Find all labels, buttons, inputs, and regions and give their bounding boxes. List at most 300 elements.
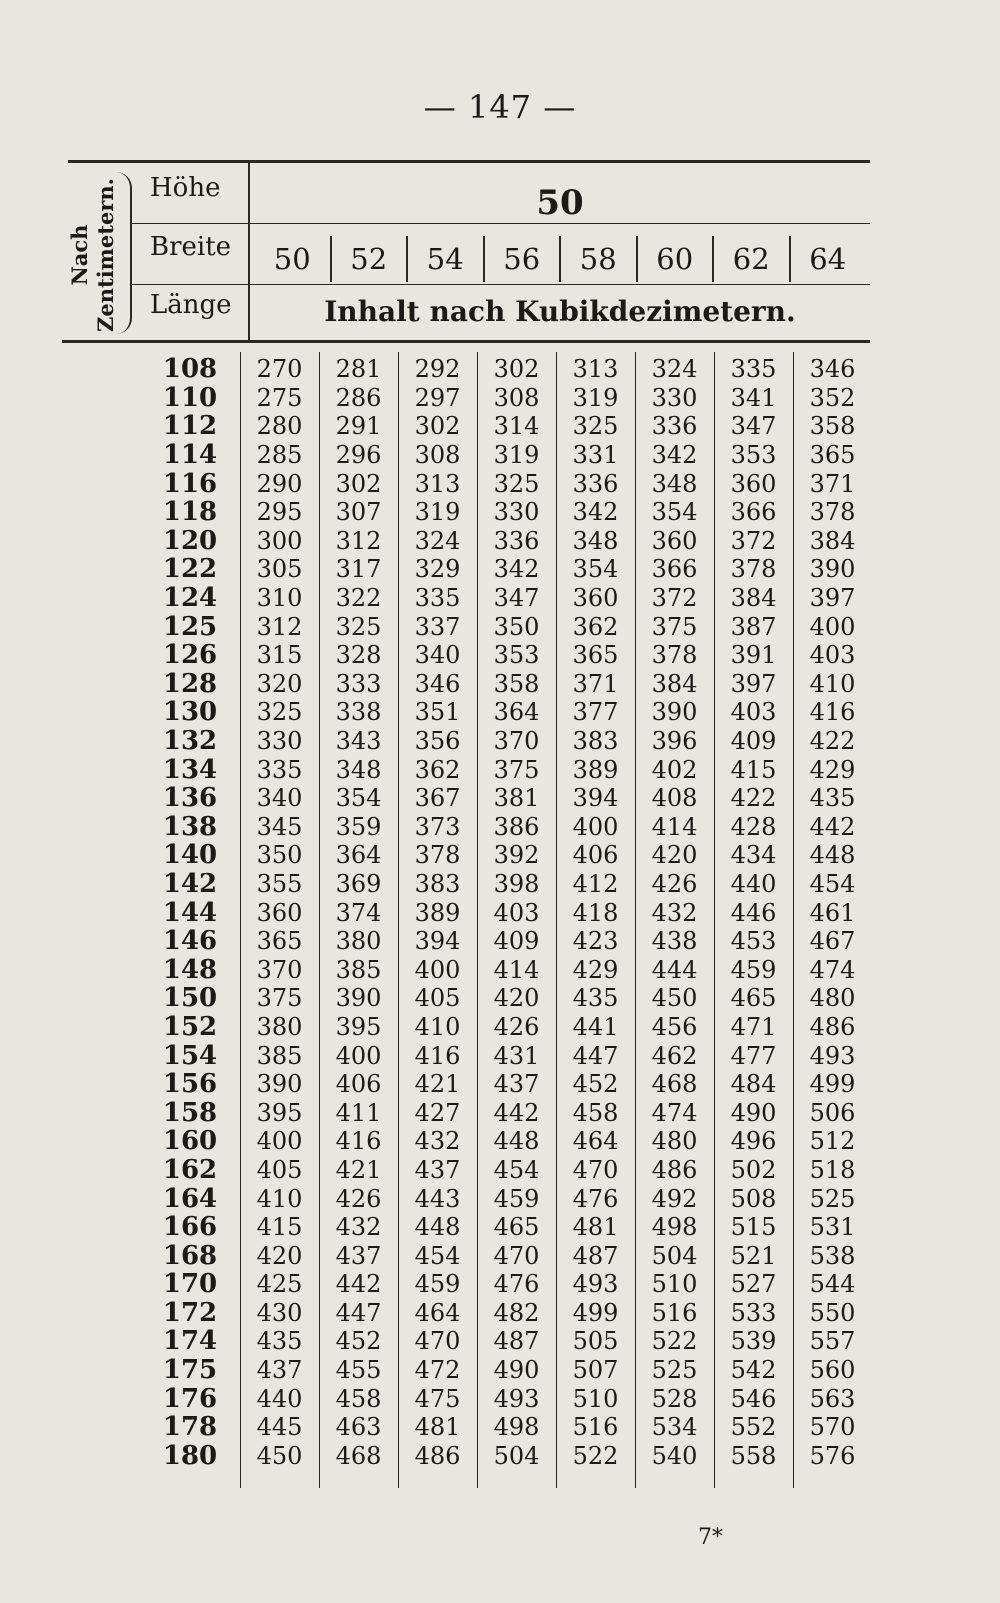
volume-cell: 459 (493, 1184, 540, 1213)
laenge-cell: 146 (162, 926, 218, 957)
table-row (140, 698, 872, 727)
volume-cell: 467 (809, 927, 856, 956)
volume-cell: 325 (256, 698, 303, 727)
volume-cell: 402 (651, 755, 698, 784)
volume-cell: 270 (256, 355, 303, 384)
volume-cell: 390 (809, 555, 856, 584)
volume-cell: 454 (809, 869, 856, 898)
laenge-cell: 128 (162, 668, 218, 699)
volume-cell: 452 (572, 1070, 619, 1099)
volume-cell: 395 (256, 1098, 303, 1127)
volume-cell: 403 (730, 698, 777, 727)
laenge-cell: 168 (162, 1240, 218, 1271)
signature-mark: 7* (698, 1525, 723, 1550)
volume-cell: 325 (335, 612, 382, 641)
breite-value: 60 (636, 236, 713, 282)
volume-cell: 335 (730, 355, 777, 384)
volume-cell: 437 (414, 1155, 461, 1184)
volume-cell: 510 (651, 1270, 698, 1299)
volume-cell: 502 (730, 1155, 777, 1184)
volume-cell: 515 (730, 1213, 777, 1242)
volume-cell: 437 (256, 1356, 303, 1385)
volume-cell: 458 (335, 1384, 382, 1413)
volume-cell: 341 (730, 383, 777, 412)
volume-cell: 463 (335, 1413, 382, 1442)
volume-cell: 360 (730, 469, 777, 498)
volume-cell: 423 (572, 927, 619, 956)
laenge-cell: 110 (162, 382, 218, 413)
volume-cell: 378 (651, 641, 698, 670)
volume-cell: 325 (572, 412, 619, 441)
volume-cell: 508 (730, 1184, 777, 1213)
volume-cell: 346 (809, 355, 856, 384)
volume-cell: 383 (572, 727, 619, 756)
volume-cell: 371 (572, 669, 619, 698)
volume-cell: 540 (651, 1441, 698, 1470)
volume-cell: 390 (651, 698, 698, 727)
volume-cell: 369 (335, 869, 382, 898)
laenge-cell: 162 (162, 1154, 218, 1185)
volume-cell: 421 (414, 1070, 461, 1099)
side-label-line: Zentimetern. (93, 178, 118, 332)
breite-value: 54 (406, 236, 483, 282)
table-row (140, 555, 872, 584)
volume-cell: 512 (809, 1127, 856, 1156)
laenge-cell: 142 (162, 868, 218, 899)
laenge-cell: 122 (162, 554, 218, 585)
table-row (140, 469, 872, 498)
volume-cell: 336 (572, 469, 619, 498)
table-row (140, 1127, 872, 1156)
volume-cell: 464 (414, 1298, 461, 1327)
volume-cell: 405 (414, 984, 461, 1013)
volume-cell: 384 (651, 669, 698, 698)
volume-cell: 354 (335, 784, 382, 813)
page-number: — 147 — (423, 88, 577, 126)
table-row (140, 1070, 872, 1099)
volume-cell: 348 (651, 469, 698, 498)
table-row (140, 584, 872, 613)
volume-cell: 576 (809, 1441, 856, 1470)
volume-cell: 429 (572, 955, 619, 984)
breite-label: Breite (150, 232, 232, 262)
volume-cell: 539 (730, 1327, 777, 1356)
volume-cell: 310 (256, 584, 303, 613)
table-row (140, 498, 872, 527)
volume-cell: 484 (730, 1070, 777, 1099)
laenge-cell: 170 (162, 1269, 218, 1300)
volume-cell: 416 (335, 1127, 382, 1156)
volume-cell: 302 (414, 412, 461, 441)
volume-cell: 465 (493, 1213, 540, 1242)
volume-cell: 342 (493, 555, 540, 584)
volume-cell: 313 (414, 469, 461, 498)
volume-cell: 487 (493, 1327, 540, 1356)
volume-cell: 358 (809, 412, 856, 441)
volume-cell: 312 (256, 612, 303, 641)
volume-cell: 442 (809, 812, 856, 841)
volume-cell: 446 (730, 898, 777, 927)
volume-cell: 290 (256, 469, 303, 498)
table-row (140, 1327, 872, 1356)
volume-cell: 398 (493, 869, 540, 898)
volume-cell: 392 (493, 841, 540, 870)
volume-cell: 481 (572, 1213, 619, 1242)
table-row (140, 670, 872, 699)
volume-cell: 550 (809, 1298, 856, 1327)
table-row (140, 1241, 872, 1270)
volume-cell: 468 (651, 1070, 698, 1099)
breite-value: 52 (330, 236, 407, 282)
volume-cell: 420 (651, 841, 698, 870)
volume-cell: 385 (256, 1041, 303, 1070)
volume-cell: 371 (809, 469, 856, 498)
volume-cell: 372 (730, 526, 777, 555)
volume-cell: 448 (414, 1213, 461, 1242)
volume-cell: 359 (335, 812, 382, 841)
inhalt-caption: Inhalt nach Kubikdezimetern. (324, 295, 796, 328)
volume-cell: 516 (572, 1413, 619, 1442)
laenge-cell: 176 (162, 1383, 218, 1414)
volume-cell: 367 (414, 784, 461, 813)
volume-cell: 410 (256, 1184, 303, 1213)
volume-cell: 410 (414, 1012, 461, 1041)
volume-cell: 480 (651, 1127, 698, 1156)
laenge-cell: 134 (162, 754, 218, 785)
volume-cell: 380 (335, 927, 382, 956)
volume-cell: 342 (572, 498, 619, 527)
volume-cell: 480 (809, 984, 856, 1013)
volume-cell: 427 (414, 1098, 461, 1127)
table-row (140, 813, 872, 842)
volume-cell: 331 (572, 441, 619, 470)
table-row (140, 1356, 872, 1385)
volume-cell: 410 (809, 669, 856, 698)
volume-cell: 447 (335, 1298, 382, 1327)
volume-cell: 458 (572, 1098, 619, 1127)
volume-cell: 525 (651, 1356, 698, 1385)
volume-cell: 358 (493, 669, 540, 698)
table-row (140, 1098, 872, 1127)
volume-cell: 415 (730, 755, 777, 784)
volume-cell: 538 (809, 1241, 856, 1270)
volume-cell: 504 (651, 1241, 698, 1270)
volume-cell: 336 (651, 412, 698, 441)
volume-cell: 360 (256, 898, 303, 927)
volume-cell: 340 (256, 784, 303, 813)
volume-cell: 459 (414, 1270, 461, 1299)
volume-cell: 319 (493, 441, 540, 470)
volume-cell: 342 (651, 441, 698, 470)
volume-cell: 471 (730, 1012, 777, 1041)
volume-cell: 330 (651, 383, 698, 412)
volume-cell: 527 (730, 1270, 777, 1299)
laenge-cell: 126 (162, 640, 218, 671)
volume-cell: 324 (414, 526, 461, 555)
volume-cell: 477 (730, 1041, 777, 1070)
breite-value: 64 (789, 236, 866, 282)
volume-cell: 490 (493, 1356, 540, 1385)
volume-cell: 510 (572, 1384, 619, 1413)
volume-cell: 322 (335, 584, 382, 613)
volume-cell: 465 (730, 984, 777, 1013)
volume-cell: 406 (572, 841, 619, 870)
volume-cell: 296 (335, 441, 382, 470)
laenge-cell: 112 (162, 411, 218, 442)
volume-cell: 435 (572, 984, 619, 1013)
volume-cell: 438 (651, 927, 698, 956)
volume-cell: 454 (493, 1155, 540, 1184)
volume-cell: 525 (809, 1184, 856, 1213)
volume-cell: 461 (809, 898, 856, 927)
table-row (140, 1299, 872, 1328)
volume-cell: 295 (256, 498, 303, 527)
volume-cell: 476 (572, 1184, 619, 1213)
volume-cell: 330 (493, 498, 540, 527)
volume-cell: 373 (414, 812, 461, 841)
volume-cell: 437 (493, 1070, 540, 1099)
volume-cell: 443 (414, 1184, 461, 1213)
volume-cell: 317 (335, 555, 382, 584)
volume-cell: 362 (414, 755, 461, 784)
volume-cell: 297 (414, 383, 461, 412)
volume-cell: 336 (493, 526, 540, 555)
volume-cell: 468 (335, 1441, 382, 1470)
header-bottom-rule (62, 340, 870, 343)
volume-cell: 474 (651, 1098, 698, 1127)
volume-cell: 291 (335, 412, 382, 441)
table-row (140, 927, 872, 956)
volume-cell: 285 (256, 441, 303, 470)
volume-cell: 390 (335, 984, 382, 1013)
volume-cell: 486 (809, 1012, 856, 1041)
table-row (140, 898, 872, 927)
volume-cell: 400 (414, 955, 461, 984)
volume-cell: 360 (651, 526, 698, 555)
curly-brace-icon (116, 172, 132, 334)
volume-cell: 396 (651, 727, 698, 756)
volume-cell: 325 (493, 469, 540, 498)
volume-cell: 384 (809, 526, 856, 555)
volume-cell: 498 (651, 1213, 698, 1242)
volume-cell: 324 (651, 355, 698, 384)
laenge-cell: 140 (162, 840, 218, 871)
volume-cell: 400 (335, 1041, 382, 1070)
table-row (140, 612, 872, 641)
volume-cell: 314 (493, 412, 540, 441)
volume-cell: 444 (651, 955, 698, 984)
volume-cell: 335 (256, 755, 303, 784)
laenge-cell: 150 (162, 983, 218, 1014)
laenge-cell: 116 (162, 468, 218, 499)
table-row (140, 1156, 872, 1185)
volume-cell: 435 (256, 1327, 303, 1356)
volume-cell: 490 (730, 1098, 777, 1127)
hoehe-label: Höhe (150, 173, 221, 203)
laenge-cell: 158 (162, 1097, 218, 1128)
volume-cell: 431 (493, 1041, 540, 1070)
table-row (140, 1013, 872, 1042)
table-row (140, 1413, 872, 1442)
volume-cell: 452 (335, 1327, 382, 1356)
volume-cell: 395 (335, 1012, 382, 1041)
table-row (140, 841, 872, 870)
table-row (140, 1041, 872, 1070)
volume-cell: 487 (572, 1241, 619, 1270)
table-row (140, 384, 872, 413)
volume-cell: 281 (335, 355, 382, 384)
volume-cell: 464 (572, 1127, 619, 1156)
volume-cell: 370 (493, 727, 540, 756)
laenge-cell: 114 (162, 440, 218, 471)
volume-cell: 365 (572, 641, 619, 670)
volume-cell: 462 (651, 1041, 698, 1070)
volume-cell: 319 (414, 498, 461, 527)
volume-cell: 448 (809, 841, 856, 870)
table-row (140, 1384, 872, 1413)
volume-cell: 355 (256, 869, 303, 898)
laenge-cell: 108 (162, 354, 218, 385)
volume-cell: 286 (335, 383, 382, 412)
laenge-label: Länge (150, 290, 232, 320)
volume-cell: 345 (256, 812, 303, 841)
volume-cell: 366 (651, 555, 698, 584)
volume-cell: 544 (809, 1270, 856, 1299)
volume-cell: 394 (572, 784, 619, 813)
volume-cell: 394 (414, 927, 461, 956)
volume-cell: 403 (493, 898, 540, 927)
volume-cell: 347 (493, 584, 540, 613)
breite-value: 58 (559, 236, 636, 282)
volume-cell: 330 (256, 727, 303, 756)
volume-cell: 542 (730, 1356, 777, 1385)
table-row (140, 1184, 872, 1213)
side-label-line: Nach (67, 224, 92, 286)
volume-cell: 470 (414, 1327, 461, 1356)
laenge-cell: 132 (162, 726, 218, 757)
header-divider (132, 284, 870, 285)
table-row (140, 355, 872, 384)
label-column-divider (248, 163, 250, 340)
volume-cell: 280 (256, 412, 303, 441)
volume-cell: 348 (572, 526, 619, 555)
volume-cell: 557 (809, 1327, 856, 1356)
volume-cell: 570 (809, 1413, 856, 1442)
volume-cell: 482 (493, 1298, 540, 1327)
volume-cell: 377 (572, 698, 619, 727)
volume-cell: 315 (256, 641, 303, 670)
volume-cell: 420 (493, 984, 540, 1013)
volume-cell: 384 (730, 584, 777, 613)
top-rule (68, 160, 870, 163)
volume-cell: 522 (651, 1327, 698, 1356)
volume-cell: 552 (730, 1413, 777, 1442)
table-row (140, 1270, 872, 1299)
volume-cell: 403 (809, 641, 856, 670)
volume-cell: 337 (414, 612, 461, 641)
volume-cell: 432 (335, 1213, 382, 1242)
volume-cell: 426 (493, 1012, 540, 1041)
volume-cell: 412 (572, 869, 619, 898)
volume-cell: 498 (493, 1413, 540, 1442)
volume-cell: 366 (730, 498, 777, 527)
laenge-cell: 164 (162, 1183, 218, 1214)
volume-cell: 560 (809, 1356, 856, 1385)
volume-cell: 470 (493, 1241, 540, 1270)
volume-cell: 496 (730, 1127, 777, 1156)
volume-cell: 356 (414, 727, 461, 756)
laenge-cell: 118 (162, 497, 218, 528)
volume-cell: 470 (572, 1155, 619, 1184)
volume-cell: 505 (572, 1327, 619, 1356)
volume-cell: 346 (414, 669, 461, 698)
table-row (140, 955, 872, 984)
volume-cell: 558 (730, 1441, 777, 1470)
volume-cell: 364 (493, 698, 540, 727)
volume-cell: 472 (414, 1356, 461, 1385)
laenge-cell: 136 (162, 783, 218, 814)
volume-cell: 418 (572, 898, 619, 927)
volume-cell: 308 (493, 383, 540, 412)
volume-cell: 362 (572, 612, 619, 641)
laenge-cell: 138 (162, 811, 218, 842)
volume-cell: 385 (335, 955, 382, 984)
volume-table (140, 355, 872, 1470)
laenge-cell: 166 (162, 1212, 218, 1243)
volume-cell: 531 (809, 1213, 856, 1242)
volume-cell: 333 (335, 669, 382, 698)
volume-cell: 353 (493, 641, 540, 670)
volume-cell: 486 (651, 1155, 698, 1184)
volume-cell: 448 (493, 1127, 540, 1156)
volume-cell: 347 (730, 412, 777, 441)
volume-cell: 302 (493, 355, 540, 384)
volume-cell: 365 (809, 441, 856, 470)
volume-cell: 434 (730, 841, 777, 870)
volume-cell: 493 (572, 1270, 619, 1299)
volume-cell: 409 (730, 727, 777, 756)
volume-cell: 445 (256, 1413, 303, 1442)
volume-cell: 308 (414, 441, 461, 470)
volume-cell: 406 (335, 1070, 382, 1099)
volume-cell: 428 (730, 812, 777, 841)
volume-cell: 313 (572, 355, 619, 384)
laenge-cell: 125 (162, 611, 218, 642)
volume-cell: 400 (809, 612, 856, 641)
table-row (140, 784, 872, 813)
volume-cell: 378 (730, 555, 777, 584)
volume-cell: 499 (572, 1298, 619, 1327)
volume-cell: 442 (493, 1098, 540, 1127)
volume-cell: 320 (256, 669, 303, 698)
volume-cell: 435 (809, 784, 856, 813)
volume-cell: 504 (493, 1441, 540, 1470)
laenge-cell: 148 (162, 954, 218, 985)
volume-cell: 338 (335, 698, 382, 727)
volume-cell: 534 (651, 1413, 698, 1442)
laenge-cell: 130 (162, 697, 218, 728)
volume-cell: 422 (730, 784, 777, 813)
volume-cell: 375 (651, 612, 698, 641)
volume-cell: 329 (414, 555, 461, 584)
volume-cell: 533 (730, 1298, 777, 1327)
header-divider (132, 223, 870, 224)
laenge-cell: 124 (162, 583, 218, 614)
volume-cell: 343 (335, 727, 382, 756)
volume-cell: 372 (651, 584, 698, 613)
volume-cell: 454 (414, 1241, 461, 1270)
table-row (140, 641, 872, 670)
